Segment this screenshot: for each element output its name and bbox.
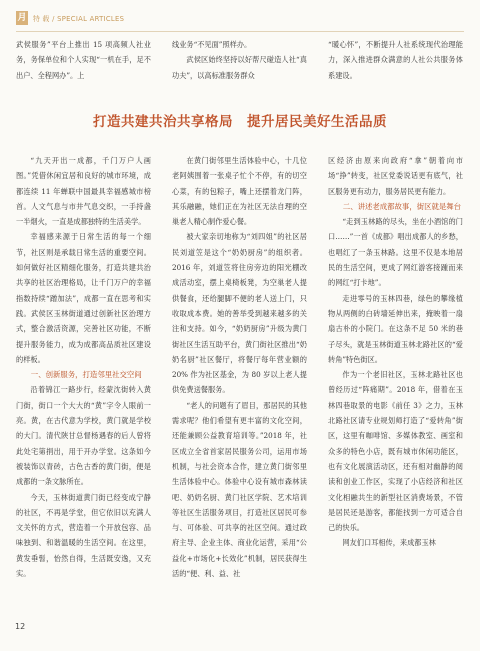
section-heading: 二、讲述老成都故事，街区就是舞台 xyxy=(342,201,462,211)
paragraph: 线业务“不见面”照样办。 xyxy=(172,40,252,49)
article-title: 打造共建共治共享格局 提升居民美好生活品质 xyxy=(93,114,387,130)
top-column-2 xyxy=(172,37,307,83)
paragraph: 幸福感来源于日常生活的每一个细节，社区则是承载日常生活的重要空间。如何做好社区精细化服务，打造共建共治共享的社区治理格局，让千门万户的幸福指数持续“蹭加法”，成都一直在思考和实践。武侯区玉林街道通过创新社区治理方式，整合激活资源，完善社区功能，不断提升服务能力，成为成都高品质社区建设的样板。 xyxy=(16,232,151,364)
top-column-3 xyxy=(328,37,463,83)
page-number: 12 xyxy=(15,622,26,631)
paragraph: “老人的问题有了眉目，那居民的其他需求呢？他们希望有更丰富的文化空间，还能兼顾公益教育培训等。”2018 年，社区成立全省首家居民服务公司，运用市场机制，与社会资本合作，建立黄门街邻里生活体验中心。体验中心设有城市森林读吧、奶奶名厨、黄门社区学院、艺术培训等社区生活服务项目，打造社区居民可参与、可体验、可共享的社区空间。通过政府主导、企业主体、商业化运营，采用“公益化+市场化+长效化”机制，居民获得生活的“便、利、益、社 xyxy=(172,400,307,579)
paragraph: 被大家亲切地称为“刘四姐”的社区居民刘道笠是这个“奶奶厨房”的组织者。2016 年，刘道笠将住房旁边的阳光棚改成活动室，摆上桌椅板凳，为空巢老人提供餐食，还给腿脚不便的老人送上门，只收取成本费。她的善举受到越来越多的关注和支持。如今，“奶奶厨房”升级为黄门街社区生活互助平台，黄门街社区推出“奶奶名厨”社区餐厅，将餐厅每年营业额的 20% 作为社区基金，为 80 岁以上老人提供免费送餐服务。 xyxy=(172,232,307,395)
section-logo-icon: 月 xyxy=(17,13,27,23)
paragraph: 走进零号的玉林四巷，绿色的攀缘植物从两侧的白砖墙延伸出来，掩映着一扇扇古朴的小院门。在这条不足 50 米的巷子尽头，就是玉林街道玉林北路社区的“爱转角”特色街区。 xyxy=(328,293,463,364)
paragraph: “走到玉林路的尽头，坐在小酒馆的门口……”一首《成都》唱出成都人的乡愁，也唱红了一条玉林路。这里不仅是本地居民的生活空间，更成了网红游客接踵而来的网红“打卡地”。 xyxy=(328,217,463,288)
paragraph: 区经济由原来向政府“拿”朝着向市场“挣”转变，社区党委说话更有底气，社区服务更有动力，服务居民更有能力。 xyxy=(328,156,463,196)
paragraph: 武侯区始终坚持以好帮尺碰造人社“真功夫”，以高标准服务群众 xyxy=(172,55,307,80)
section-label: 特 载 / SPECIAL ARTICLES xyxy=(33,15,125,23)
paragraph: 今天，玉林街道黄门街已经变成宁静的社区，不再是学堂，但它依旧以充满人文关怀的方式，营造着一个开放包容、品味独到、和谐温暖的生活空间。在这里，黄发垂髫，怡然自得，生活既安逸，又充实。 xyxy=(16,492,151,579)
header-divider xyxy=(16,31,464,32)
paragraph: “暖心怀”，不断提升人社系统现代治理能力，深入推进群众满意的人社公共服务体系建设。 xyxy=(328,40,463,80)
section-heading: 一、创新服务，打造邻里社交空间 xyxy=(30,370,142,380)
article-column-3 xyxy=(328,153,463,551)
paragraph: 沿着锦江一路步行，经蒙沈街转入黄门街，街口一个大大的“黄”字令人眼前一亮。黄，在古代意为学校，黄门就是学校的大门。清代陕甘总督杨遇春的后人曾将此处宅第捐出，用于开办学堂。这条如今被装饰以青砖，古色古香的黄门街，便是成都的一条文脉所在。 xyxy=(16,385,151,487)
paragraph: “九天开出一成都，千门万户人画图。”凭借休闲宜居和良好的城市环境，成都连续 11 年蝉联中国最具幸福感城市榜首。人文气息与市井气息交织，一手持盏一半烟火，一直是成都独特的生活美学。 xyxy=(16,156,151,227)
article-column-1 xyxy=(16,153,151,581)
paragraph: 武侯服务”平台上推出 15 项高频人社业务，务保单位和个人实现“一机在手，足不出户、全程网办”。上 xyxy=(16,40,151,80)
top-column-1 xyxy=(16,37,151,83)
header-bar xyxy=(16,8,124,28)
article-column-2 xyxy=(172,153,307,581)
paragraph: 作为一个老旧社区，玉林北路社区也曾经历过“阵痛期”。2018 年，借着在玉林四巷取景的电影《前任 3》之力，玉林北路社区请专业规划师打造了“爱转角”街区，这里有咖啡馆、多媒体教室、画室和众多的特色小店，既有城市休闲功能区，也有文化展演活动区，还有相对幽静的阅读和创业工作区，实现了小店经济和社区文化相融共生的新型社区消费场景，不管是居民还是游客，都能找到一方可适合自己的快乐。 xyxy=(328,370,463,533)
paragraph: 网友们口耳相传，来成都玉林 xyxy=(342,538,436,548)
paragraph: 在黄门街邻里生活体验中心，十几位老阿姨围着一张桌子忙个不停，有的切空心菜，有的包粽子，嘴上还摆着龙门阵，其乐融融，她们正在为社区无法自理的空巢老人精心制作爱心餐。 xyxy=(172,156,307,227)
